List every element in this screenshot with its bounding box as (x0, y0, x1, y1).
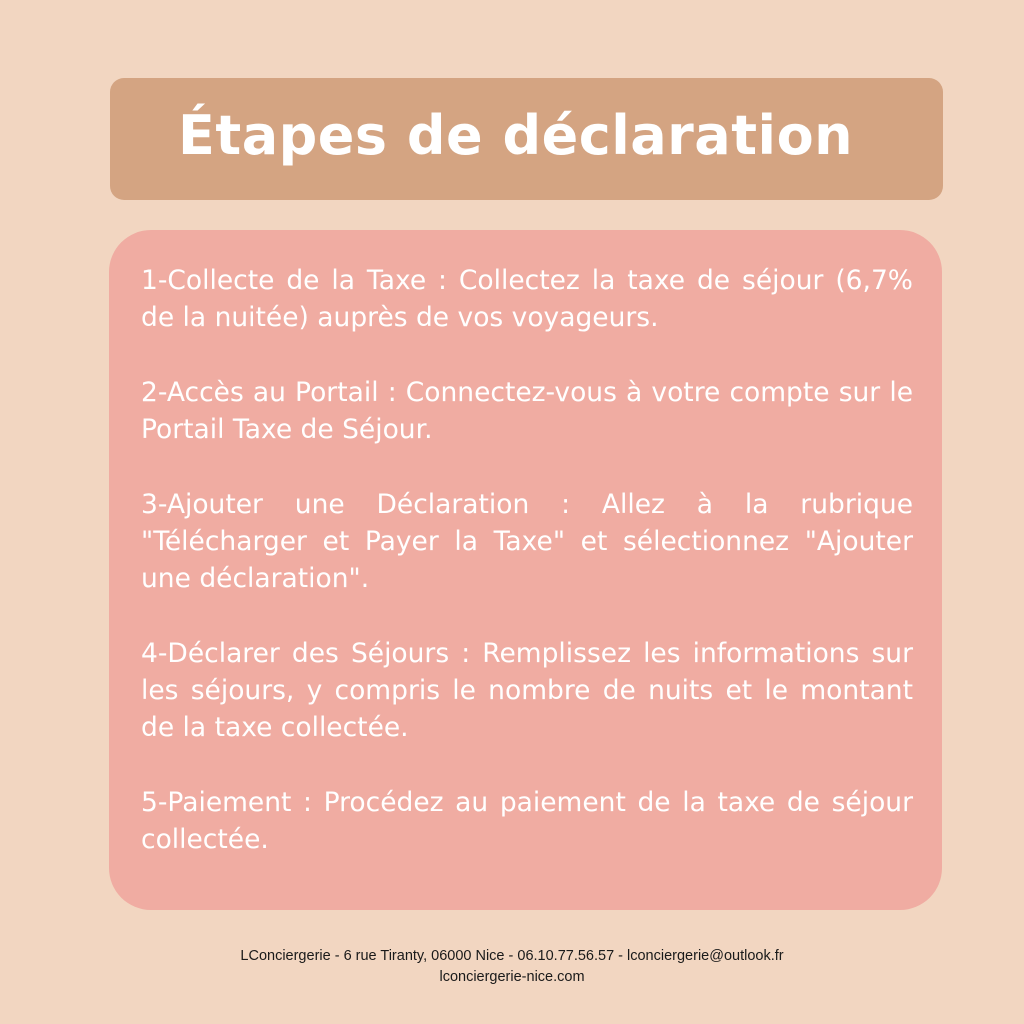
step-2-text: 2-Accès au Portail : Connectez-vous à votre compte sur le Portail Taxe de Séjour. (141, 377, 913, 445)
footer (0, 946, 1024, 988)
title-banner (110, 78, 943, 200)
step-4-text: 4-Déclarer des Séjours : Remplissez les informations sur les séjours, y compris le nombre de nuits et le montant de la taxe collectée. (141, 638, 913, 743)
step-1-text: 1-Collecte de la Taxe : Collectez la taxe de séjour (6,7% de la nuitée) auprès de vos voyageurs. (141, 265, 913, 333)
steps-list (141, 262, 913, 896)
footer-website-link[interactable]: lconciergerie-nice.com (439, 969, 585, 985)
footer-contact: LConciergerie - 6 rue Tiranty, 06000 Nice - 06.10.77.56.57 - lconciergerie@outlook.fr (240, 948, 784, 964)
step-3-text: 3-Ajouter une Déclaration : Allez à la rubrique "Télécharger et Payer la Taxe" et sélectionnez "Ajouter une déclaration". (141, 489, 913, 594)
step-5-text: 5-Paiement : Procédez au paiement de la taxe de séjour collectée. (141, 787, 913, 855)
page-title: Étapes de déclaration (178, 104, 854, 167)
steps-card (109, 230, 942, 910)
